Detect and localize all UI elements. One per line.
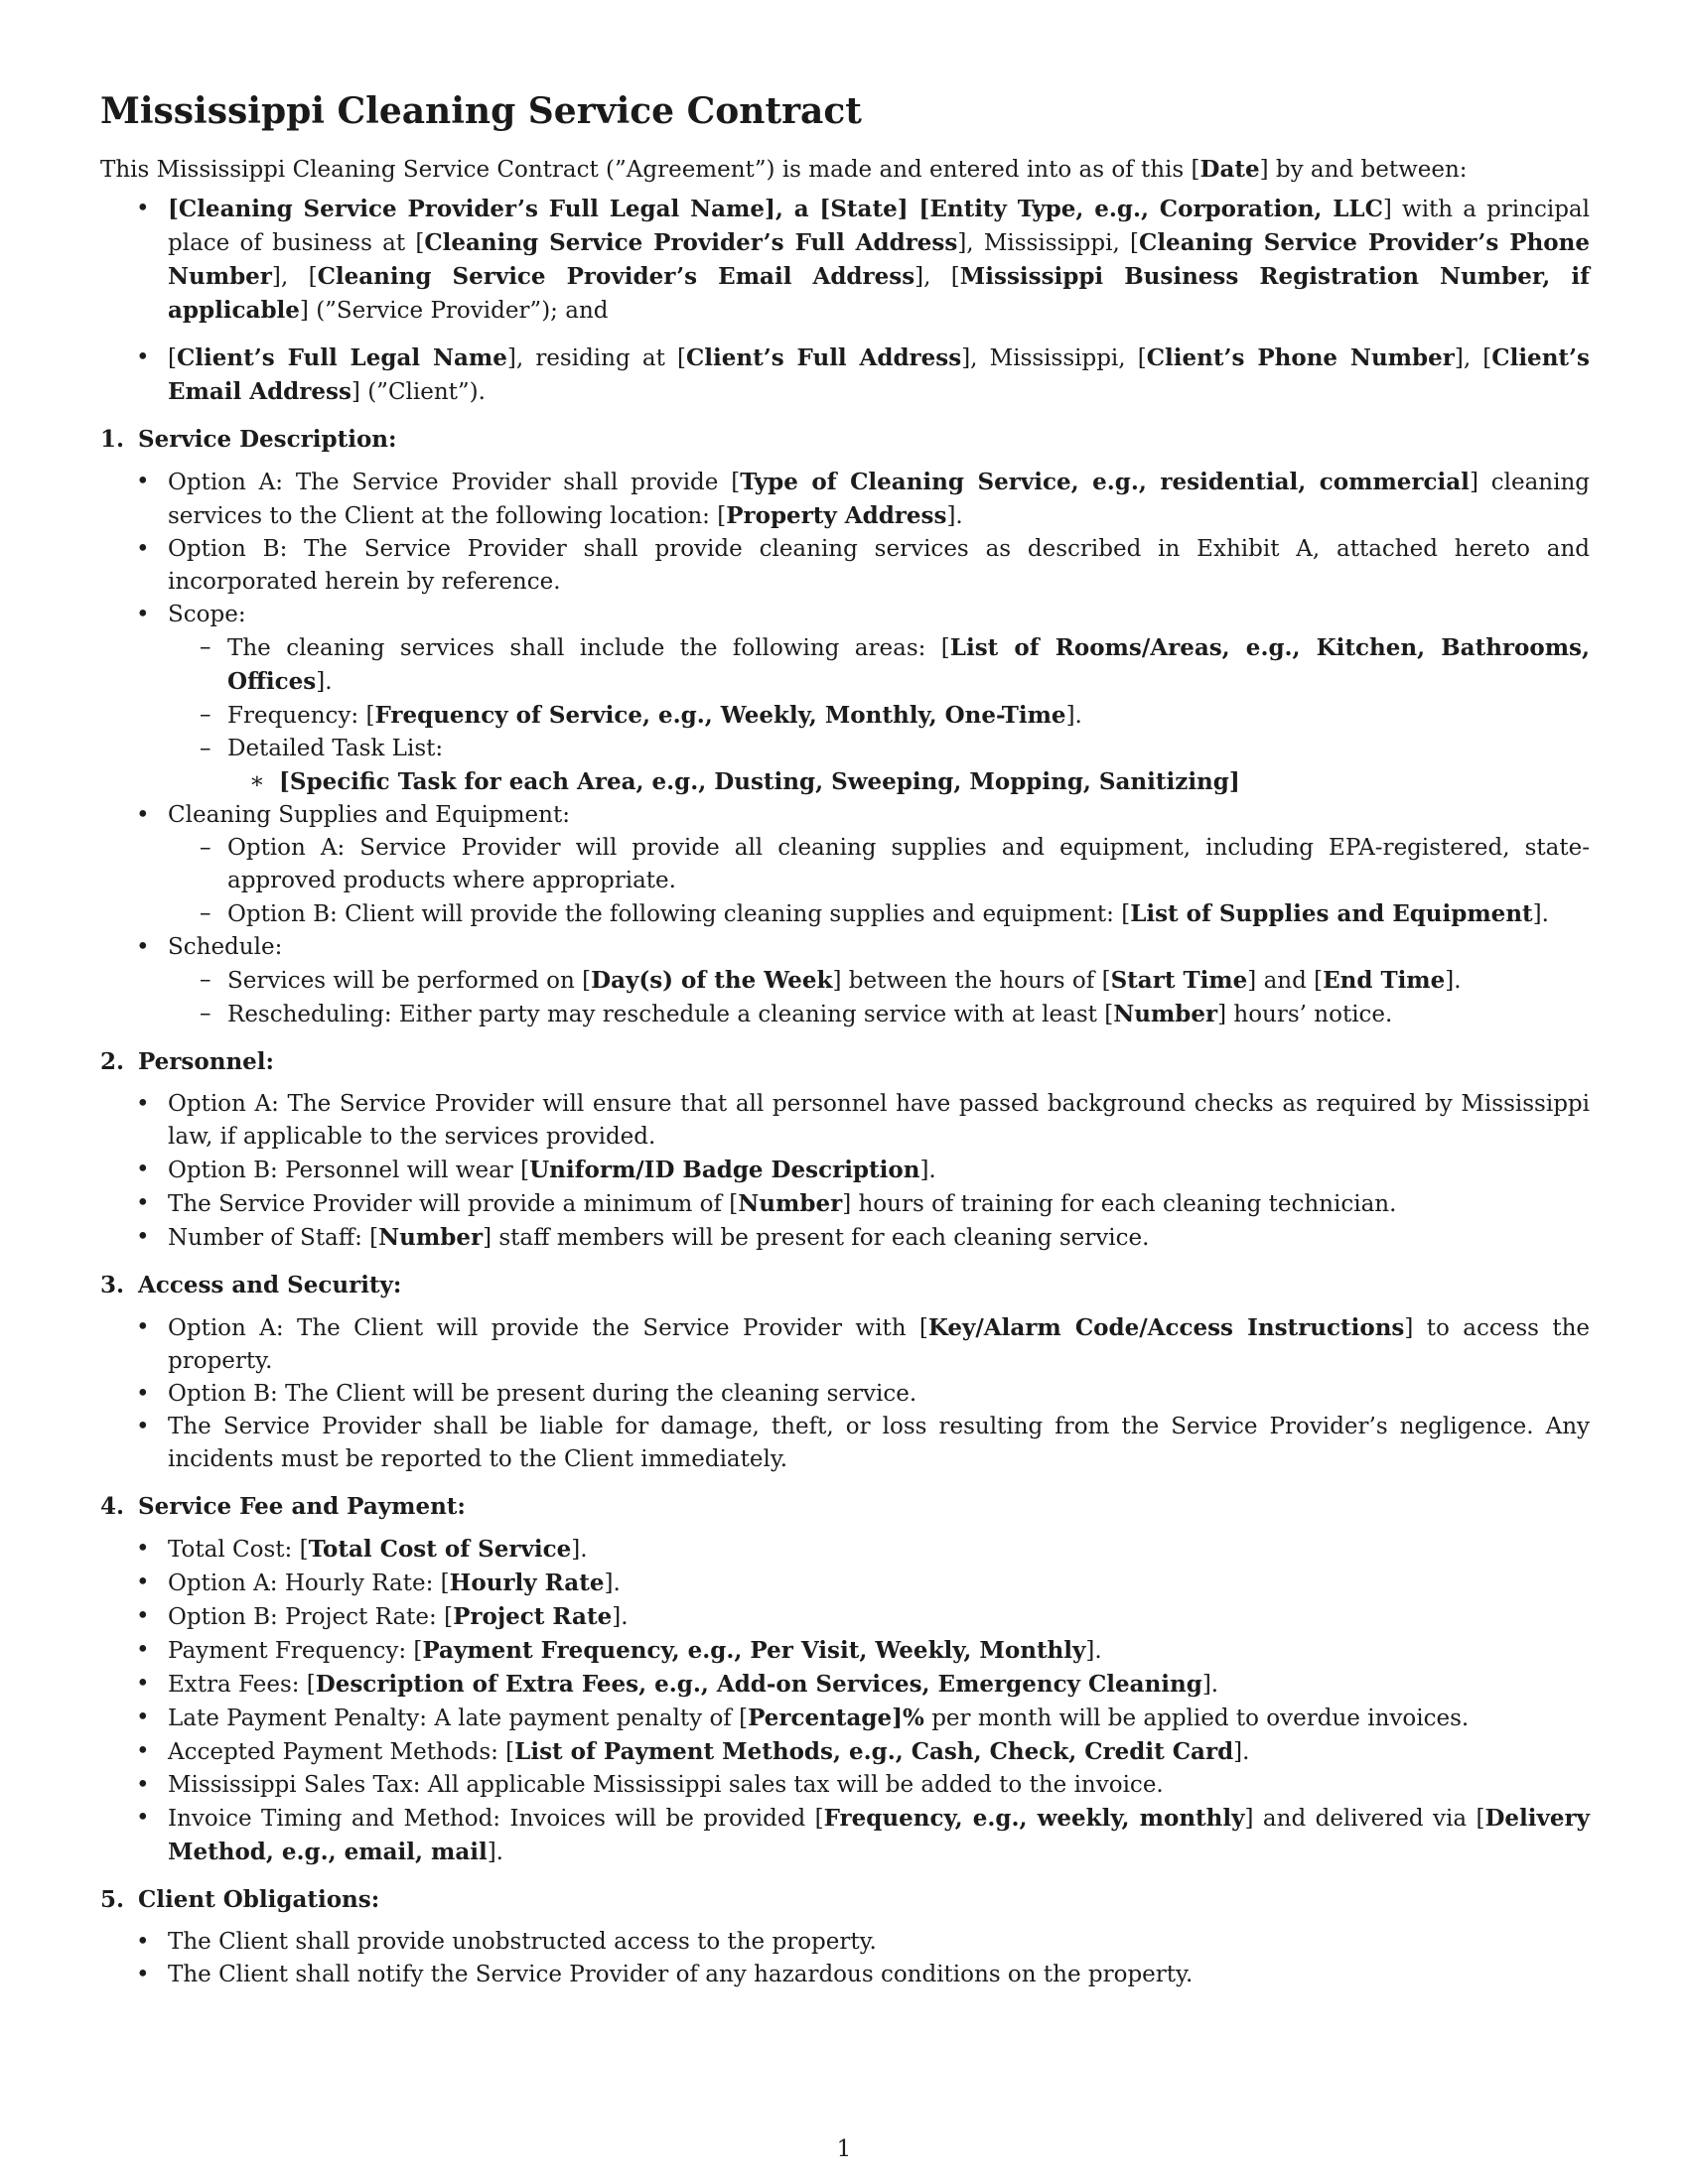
text: ] hours’ notice. <box>1217 1002 1393 1027</box>
list-item <box>100 631 1590 699</box>
party-client <box>100 341 1590 409</box>
dash-marker: – <box>200 702 211 728</box>
text: The Client shall provide unobstructed access to the property. <box>168 1929 877 1955</box>
list-item <box>100 733 1590 799</box>
text: ]. <box>1085 1638 1102 1664</box>
list-item <box>100 599 1590 799</box>
text: Late Payment Penalty: A late payment penalty of [ <box>168 1706 749 1731</box>
list-item <box>100 1411 1590 1476</box>
list-item <box>100 1378 1590 1411</box>
placeholder: Total Cost of Service <box>308 1536 572 1563</box>
list-item <box>100 1533 1590 1567</box>
dash-marker: – <box>200 736 211 761</box>
placeholder: List of Payment Methods, e.g., Cash, Check, Credit Card <box>514 1738 1234 1765</box>
text: Option B: The Service Provider shall provide cleaning services as described in Exhibit A, attached hereto and incorporated herein by reference. <box>168 536 1590 595</box>
list-item <box>100 1769 1590 1802</box>
text: Option A: The Service Provider will ensure that all personnel have passed background checks as required by Mississippi law, if applicable to the services provided. <box>168 1091 1590 1150</box>
bullet-marker: • <box>136 1772 150 1798</box>
list-item <box>100 466 1590 533</box>
section-heading-fee-payment <box>100 1490 1590 1523</box>
text: Option B: Personnel will wear [ <box>168 1158 530 1183</box>
placeholder: Number <box>738 1190 843 1217</box>
scope-sublist <box>168 631 1590 799</box>
text: Number of Staff: [ <box>168 1225 379 1251</box>
text: ] staff members will be present for each cleaning service. <box>483 1225 1150 1251</box>
list-item <box>100 1311 1590 1378</box>
placeholder: Percentage <box>748 1705 893 1731</box>
section-heading-service-description <box>100 423 1590 456</box>
text: ]. <box>571 1537 588 1563</box>
list-item <box>100 1154 1590 1187</box>
service-description-list <box>100 466 1590 1031</box>
dash-marker: – <box>200 634 211 660</box>
placeholder: Uniform/ID Badge Description <box>529 1157 920 1183</box>
text: The cleaning services shall include the following areas: [ <box>227 635 950 661</box>
placeholder: Project Rate <box>453 1603 613 1630</box>
list-item <box>100 533 1590 599</box>
text: [ <box>279 768 290 795</box>
text: per month will be applied to overdue invoices. <box>923 1706 1470 1731</box>
section-number: 4. <box>100 1493 125 1520</box>
placeholder: Cleaning Service Provider’s Email Address <box>317 263 915 290</box>
bullet-marker: • <box>136 1705 150 1730</box>
list-item <box>100 1735 1590 1769</box>
placeholder: Client’s Full Legal Name <box>176 344 507 371</box>
text: ]. <box>1532 901 1549 927</box>
parties-list <box>100 193 1590 409</box>
text: Rescheduling: Either party may reschedule a cleaning service with at least [ <box>227 1002 1114 1027</box>
text: Services will be performed on [ <box>227 968 592 994</box>
text: ], [ <box>914 264 960 290</box>
schedule-sublist <box>168 964 1590 1031</box>
bullet-marker: • <box>136 1738 150 1764</box>
text: ], [ <box>271 264 318 290</box>
text: Frequency: [ <box>227 703 375 729</box>
text: ]. <box>612 1604 629 1630</box>
placeholder: State <box>830 196 898 222</box>
text: ]. <box>1065 703 1082 729</box>
bullet-marker: • <box>136 802 150 828</box>
text: ] between the hours of [ <box>832 968 1111 994</box>
placeholder: Number <box>378 1224 484 1251</box>
text: Invoice Timing and Method: Invoices will be provided [ <box>168 1806 824 1832</box>
placeholder: End Time <box>1323 967 1446 994</box>
text: ]. <box>487 1840 503 1865</box>
text: ] <box>1228 768 1240 795</box>
text: ]. <box>946 503 963 529</box>
list-item <box>100 998 1590 1031</box>
party-provider <box>100 193 1590 328</box>
text: Detailed Task List: <box>227 736 444 761</box>
document-title: Mississippi Cleaning Service Contract <box>100 90 862 132</box>
dash-marker: – <box>200 967 211 993</box>
placeholder: Entity Type, e.g., Corporation, LLC <box>929 196 1383 222</box>
section-number: 2. <box>100 1048 125 1075</box>
star-marker: ∗ <box>249 768 265 794</box>
placeholder: Key/Alarm Code/Access Instructions <box>927 1314 1405 1341</box>
placeholder: Day(s) of the Week <box>591 967 833 994</box>
text: ] (”Service Provider”); and <box>299 298 609 324</box>
section-heading-client-obligations <box>100 1883 1590 1916</box>
text: Total Cost: [ <box>168 1537 309 1563</box>
text: Option B: The Client will be present during the cleaning service. <box>168 1381 917 1407</box>
list-item <box>100 1567 1590 1600</box>
list-item <box>100 1187 1590 1221</box>
placeholder: Cleaning Service Provider’s Full Address <box>424 229 958 256</box>
section-title: Service Fee and Payment: <box>138 1493 466 1520</box>
bullet-marker: • <box>136 1414 150 1439</box>
text: Option B: Client will provide the following cleaning supplies and equipment: [ <box>227 901 1131 927</box>
list-item <box>100 1088 1590 1154</box>
text: Scope: <box>168 602 246 627</box>
text: ], Mississippi, [ <box>957 230 1140 256</box>
text: ]. <box>919 1158 936 1183</box>
placeholder: List of Supplies and Equipment <box>1130 900 1533 927</box>
text: ], a [ <box>764 196 831 222</box>
placeholder: Property Address <box>726 502 947 529</box>
list-item <box>100 1802 1590 1869</box>
document-page <box>100 87 1590 1991</box>
text: ] hours of training for each cleaning technician. <box>842 1191 1397 1217</box>
section-title: Client Obligations: <box>138 1886 380 1913</box>
bullet-marker: • <box>136 1603 150 1629</box>
list-item <box>100 699 1590 733</box>
text: ] cleaning services to the Client at the following location: [ <box>168 470 1590 529</box>
text: Cleaning Supplies and Equipment: <box>168 802 570 828</box>
date-placeholder: Date <box>1199 156 1260 183</box>
section-title: Service Description: <box>138 426 397 453</box>
intro-text: ] by and between: <box>1259 157 1468 183</box>
fee-payment-list <box>100 1533 1590 1869</box>
text: Option A: Hourly Rate: [ <box>168 1570 450 1596</box>
text: The Client shall notify the Service Provider of any hazardous conditions on the property. <box>168 1962 1194 1987</box>
section-number: 3. <box>100 1272 125 1298</box>
bullet-marker: • <box>136 1157 150 1182</box>
list-item <box>100 1926 1590 1959</box>
list-item <box>100 1221 1590 1255</box>
section-number: 5. <box>100 1886 125 1913</box>
list-item <box>100 964 1590 998</box>
text: ] and delivered via [ <box>1244 1806 1485 1832</box>
text: Option A: The Client will provide the Service Provider with [ <box>168 1315 928 1341</box>
placeholder: Specific Task for each Area, e.g., Dusting, Sweeping, Mopping, Sanitizing <box>289 768 1229 795</box>
placeholder: List of Rooms/Areas, e.g., Kitchen, Bathrooms, Offices <box>227 634 1591 695</box>
supplies-sublist <box>168 832 1590 931</box>
list-item <box>100 931 1590 1031</box>
placeholder: Description of Extra Fees, e.g., Add-on Services, Emergency Cleaning <box>315 1671 1202 1698</box>
text: Option B: Project Rate: [ <box>168 1604 454 1630</box>
text: ]. <box>1201 1672 1219 1698</box>
placeholder: Cleaning Service Provider’s Phone Number <box>168 229 1590 290</box>
text: ] to access the property. <box>168 1315 1591 1374</box>
text: ] and [ <box>1247 968 1324 994</box>
bullet-marker: • <box>136 1570 150 1595</box>
bullet-marker: • <box>136 1314 150 1340</box>
bullet-marker: • <box>136 1190 150 1216</box>
intro-paragraph <box>100 153 1590 187</box>
section-heading-personnel <box>100 1045 1590 1078</box>
placeholder: Cleaning Service Provider’s Full Legal Name <box>178 196 765 222</box>
list-item <box>100 1634 1590 1668</box>
text: Option A: Service Provider will provide all cleaning supplies and equipment, including EPA-registered, state-approved products where appropriate. <box>227 835 1590 893</box>
page-number: 1 <box>836 2136 852 2162</box>
text: [ <box>168 196 179 222</box>
bullet-marker: • <box>136 536 150 562</box>
text: Mississippi Sales Tax: All applicable Mississippi sales tax will be added to the invoice. <box>168 1772 1164 1798</box>
text: ], residing at [ <box>506 345 686 371</box>
text: Schedule: <box>168 934 283 960</box>
bullet-marker: • <box>136 1637 150 1663</box>
bullet-marker: • <box>136 196 150 221</box>
text: ] with a principal place of business at [ <box>168 197 1590 256</box>
placeholder: Client’s Full Address <box>685 344 962 371</box>
intro-text: This Mississippi Cleaning Service Contract (”Agreement”) is made and entered into as of this [ <box>100 157 1200 183</box>
placeholder: Frequency of Service, e.g., Weekly, Monthly, One-Time <box>374 702 1066 729</box>
placeholder: Type of Cleaning Service, e.g., residential, commercial <box>740 469 1470 495</box>
bullet-marker: • <box>136 344 150 370</box>
section-title: Access and Security: <box>138 1272 402 1298</box>
text: ]. <box>1445 968 1462 994</box>
text: ]. <box>1233 1739 1250 1765</box>
section-heading-access-security <box>100 1269 1590 1301</box>
text: The Service Provider will provide a minimum of [ <box>168 1191 739 1217</box>
text: Accepted Payment Methods: [ <box>168 1739 515 1765</box>
placeholder: Client’s Email Address <box>168 344 1590 405</box>
text: Option A: The Service Provider shall provide [ <box>168 470 741 495</box>
text: The Service Provider shall be liable for damage, theft, or loss resulting from the Service Provider’s negligence. Any incidents must be reported to the Client immediately. <box>168 1414 1590 1472</box>
placeholder: Frequency, e.g., weekly, monthly <box>823 1805 1245 1832</box>
personnel-list <box>100 1088 1590 1255</box>
text: ]. <box>316 669 333 695</box>
text: ] (”Client”). <box>351 379 486 405</box>
text: ], [ <box>1454 345 1492 371</box>
list-item <box>100 1702 1590 1735</box>
dash-marker: – <box>200 1001 211 1026</box>
placeholder: Start Time <box>1110 967 1248 994</box>
list-item <box>100 1600 1590 1634</box>
placeholder: Payment Frequency, e.g., Per Visit, Weekly, Monthly <box>422 1637 1086 1664</box>
placeholder: Number <box>1113 1001 1218 1027</box>
placeholder: Mississippi Business Registration Number, if applicable <box>168 263 1590 324</box>
text: ]% <box>892 1705 924 1731</box>
dash-marker: – <box>200 900 211 926</box>
text: Extra Fees: [ <box>168 1672 316 1698</box>
list-item <box>100 832 1590 897</box>
list-item <box>100 1668 1590 1702</box>
bullet-marker: • <box>136 1805 150 1831</box>
text: ]. <box>604 1570 621 1596</box>
placeholder: Hourly Rate <box>449 1570 605 1596</box>
bullet-marker: • <box>136 934 150 960</box>
list-item <box>100 1959 1590 1991</box>
bullet-marker: • <box>136 1962 150 1987</box>
list-item <box>100 765 1590 799</box>
bullet-marker: • <box>136 1224 150 1250</box>
list-item <box>100 897 1590 931</box>
bullet-marker: • <box>136 1536 150 1562</box>
bullet-marker: • <box>136 469 150 494</box>
bullet-marker: • <box>136 602 150 627</box>
text: Payment Frequency: [ <box>168 1638 423 1664</box>
placeholder: Delivery Method, e.g., email, mail <box>168 1805 1591 1865</box>
section-number: 1. <box>100 426 125 453</box>
bullet-marker: • <box>136 1929 150 1955</box>
bullet-marker: • <box>136 1381 150 1407</box>
access-security-list <box>100 1311 1590 1476</box>
dash-marker: – <box>200 835 211 861</box>
task-sublist <box>227 765 1590 799</box>
text: ], Mississippi, [ <box>961 345 1147 371</box>
text: ] [ <box>897 196 930 222</box>
text: [ <box>168 345 177 371</box>
section-title: Personnel: <box>138 1048 275 1075</box>
client-obligations-list <box>100 1926 1590 1991</box>
bullet-marker: • <box>136 1091 150 1117</box>
placeholder: Client’s Phone Number <box>1146 344 1455 371</box>
bullet-marker: • <box>136 1671 150 1697</box>
list-item <box>100 799 1590 931</box>
